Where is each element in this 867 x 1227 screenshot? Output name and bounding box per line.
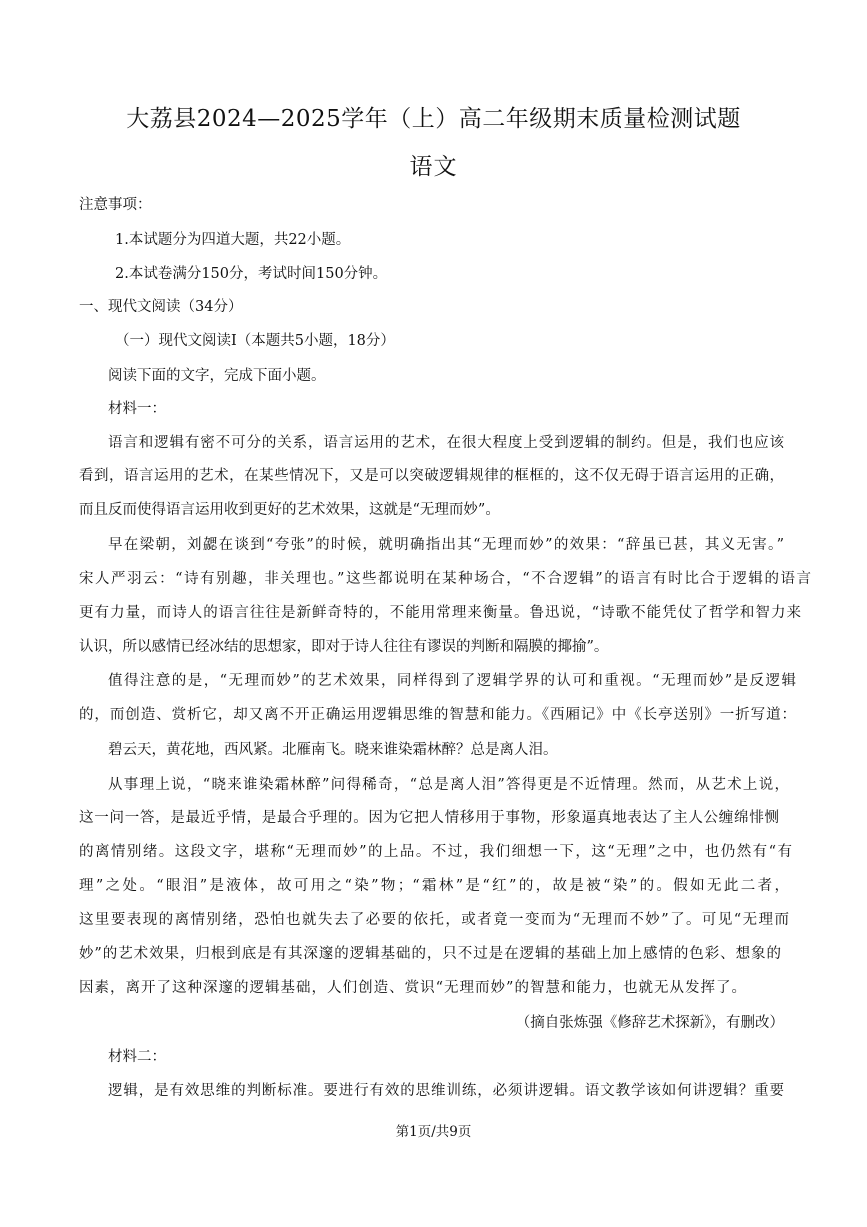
text-line: 的离情别绪。这段文字，堪称“无理而妙”的上品。不过，我们细想一下，这“无理”之中，也仍然有“有 <box>79 844 792 860</box>
text-line: 宋人严羽云：“诗有别趣，非关理也。”这些都说明在某种场合，“不合逻辑”的语言有时比合于逻辑的语言 <box>79 571 811 587</box>
text-line: 逻辑，是有效思维的判断标准。要进行有效的思维训练，必须讲逻辑。语文教学该如何讲逻辑？重要 <box>108 1083 784 1099</box>
subject-title: 语文 <box>409 154 458 180</box>
section-instruction: 阅读下面的文字，完成下面小题。 <box>108 368 326 384</box>
notice-heading: 注意事项： <box>79 197 152 213</box>
notice-item-1: 1.本试题分为四道大题，共22小题。 <box>115 232 351 248</box>
text-line: 看到，语言运用的艺术，在某些情况下，又是可以突破逻辑规律的框框的，这不仅无碍于语言运用的正确， <box>79 468 784 484</box>
material2-label: 材料二： <box>108 1049 166 1065</box>
text-line: 的，而创造、赏析它，却又离不开正确运用逻辑思维的智慧和能力。《西厢记》中《长亭送别》一折写道： <box>79 707 796 723</box>
text-line: 认识，所以感情已经冰结的思想家，即对于诗人往往有谬误的判断和隔膜的揶揄”。 <box>79 639 609 655</box>
notice-item-2: 2.本试卷满分150分，考试时间150分钟。 <box>115 266 388 282</box>
text-line: 因素，离开了这种深邃的逻辑基础，人们创造、赏识“无理而妙”的智慧和能力，也就无从发挥了。 <box>79 980 746 996</box>
text-line: 这里要表现的离情别绪，恐怕也就失去了必要的依托，或者竟一变而为“无理而不妙”了。可见“无理而 <box>79 912 789 928</box>
exam-title: 大荔县2024—2025学年（上）高二年级期末质量检测试题 <box>126 106 741 132</box>
section-subheading: （一）现代文阅读Ⅰ（本题共5小题，18分） <box>115 333 395 349</box>
text-line: 而且反而使得语言运用收到更好的艺术效果，这就是“无理而妙”。 <box>79 502 500 518</box>
text-line: 这一问一答，是最近乎情，是最合乎理的。因为它把人情移用于事物，形象逼真地表达了主人公缠绵悱恻 <box>79 810 779 826</box>
text-line: 妙”的艺术效果，归根到底是有其深邃的逻辑基础的，只不过是在逻辑的基础上加上感情的色彩、想象的 <box>79 946 781 962</box>
text-line: 理”之处。“眼泪”是液体，故可用之“染”物；“霜林”是“红”的，故是被“染”的。假如无此二者， <box>79 878 789 894</box>
text-line: 从事理上说，“晓来谁染霜林醉”问得稀奇，“总是离人泪”答得更是不近情理。然而，从艺术上说， <box>108 777 789 793</box>
material1-label: 材料一： <box>108 401 166 417</box>
section-heading: 一、现代文阅读（34分） <box>79 299 243 315</box>
text-line: 更有力量，而诗人的语言往往是新鲜奇特的，不能用常理来衡量。鲁迅说，“诗歌不能凭仗了哲学和智力来 <box>79 605 801 621</box>
text-line: 早在梁朝，刘勰在谈到“夸张”的时候，就明确指出其“无理而妙”的效果：“辞虽已甚，其义无害。” <box>108 537 784 553</box>
text-line: 碧云天，黄花地，西风紧。北雁南飞。晓来谁染霜林醉？总是离人泪。 <box>108 742 558 758</box>
text-line: 值得注意的是，“无理而妙”的艺术效果，同样得到了逻辑学界的认可和重视。“无理而妙”是反逻辑 <box>108 673 796 689</box>
text-line: 语言和逻辑有密不可分的关系，语言运用的艺术，在很大程度上受到逻辑的制约。但是，我们也应该 <box>108 435 784 451</box>
material1-source: （摘自张炼强《修辞艺术探新》，有删改） <box>515 1015 784 1031</box>
page-number: 第1页/共9页 <box>395 1124 472 1140</box>
